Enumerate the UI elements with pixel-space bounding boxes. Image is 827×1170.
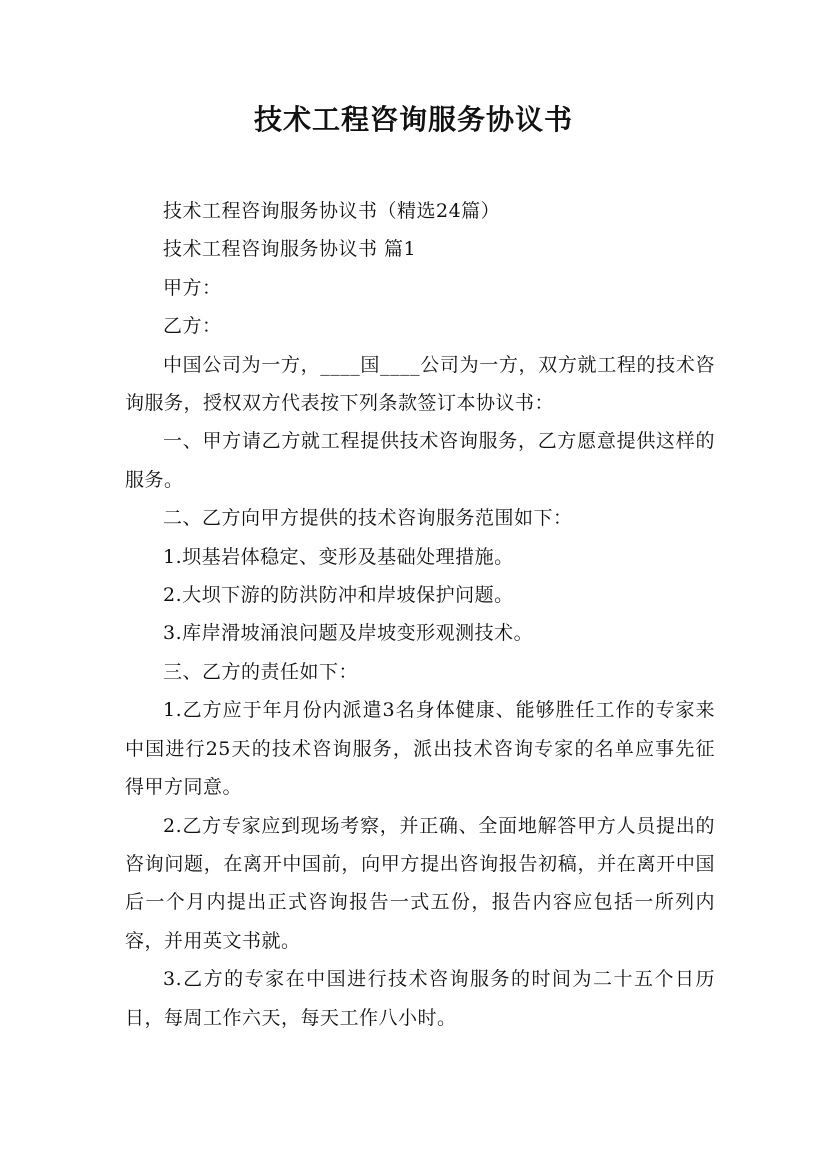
paragraph: 一、甲方请乙方就工程提供技术咨询服务，乙方愿意提供这样的服务。 (125, 430, 715, 491)
document-title: 技术工程咨询服务协议书 (253, 103, 573, 136)
paragraph: 中国公司为一方，____国____公司为一方，双方就工程的技术咨询服务，授权双方代表按下列条款签订本协议书： (125, 353, 715, 415)
document-body (125, 192, 715, 1037)
paragraph: 技术工程咨询服务协议书 篇1 (163, 238, 417, 261)
paragraph: 1.坝基岩体稳定、变形及基础处理措施。 (163, 545, 514, 568)
paragraph: 甲方： (163, 276, 222, 299)
paragraph: 2.大坝下游的防洪防冲和岸坡保护问题。 (163, 584, 514, 607)
paragraph: 三、乙方的责任如下： (163, 660, 359, 683)
paragraph: 乙方： (163, 315, 222, 338)
paragraph: 技术工程咨询服务协议书（精选24篇） (163, 200, 501, 222)
paragraph: 3.库岸滑坡涌浪问题及岸坡变形观测技术。 (163, 622, 534, 645)
paragraph: 2.乙方专家应到现场考察，并正确、全面地解答甲方人员提出的咨询问题，在离开中国前，向甲方提出咨询报告初稿，并在离开中国后一个月内提出正式咨询报告一式五份，报告内容应包括一所列内容，并用英文书就。 (125, 814, 715, 952)
paragraph: 1.乙方应于年月份内派遣3名身体健康、能够胜任工作的专家来中国进行25天的技术咨询服务，派出技术咨询专家的名单应事先征得甲方同意。 (125, 699, 715, 799)
paragraph: 3.乙方的专家在中国进行技术咨询服务的时间为二十五个日历日，每周工作六天，每天工作八小时。 (125, 968, 715, 1029)
paragraph: 二、乙方向甲方提供的技术咨询服务范围如下： (163, 507, 573, 530)
